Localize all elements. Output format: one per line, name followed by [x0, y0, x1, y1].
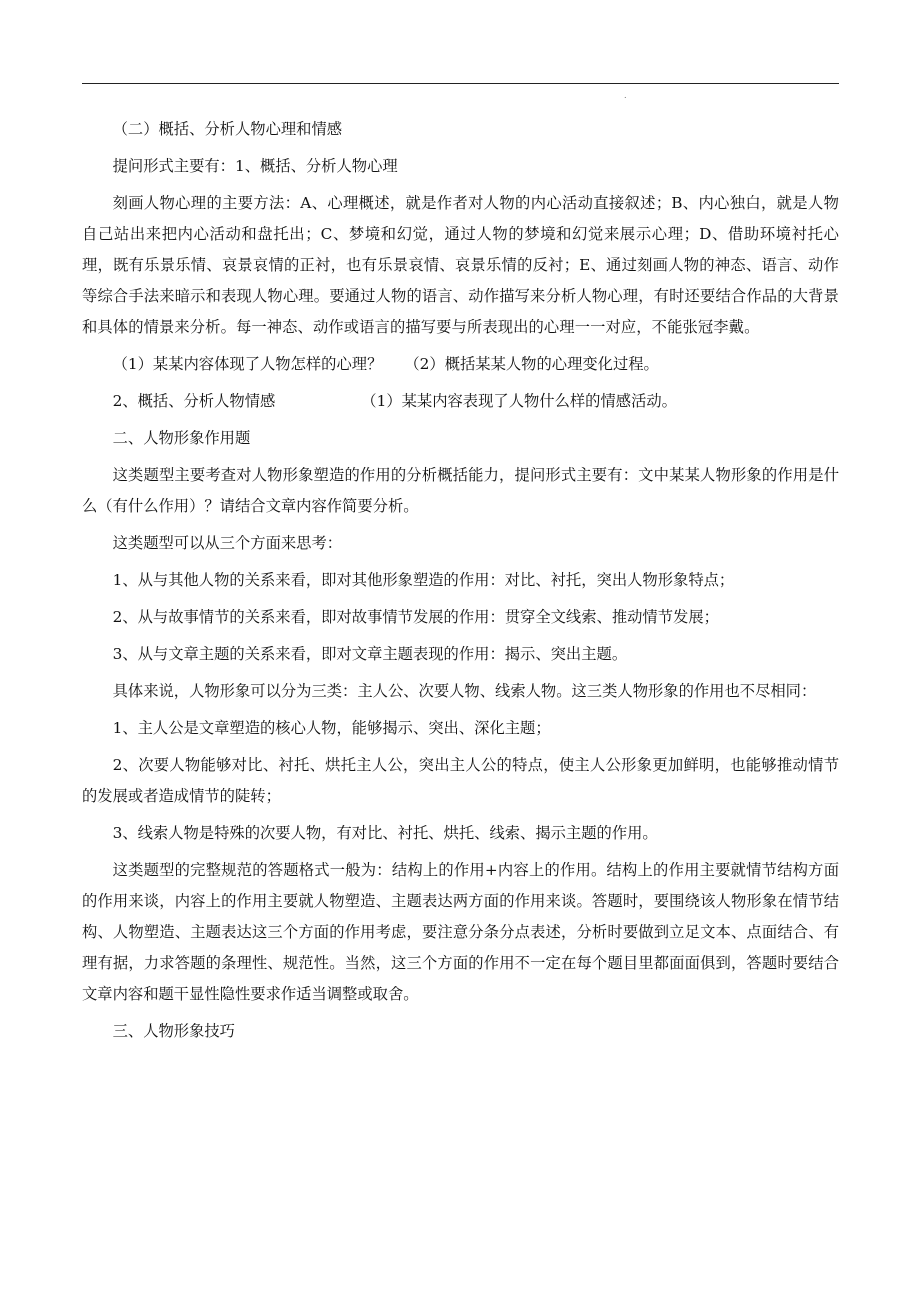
list-item-aspect-2: 2、从与故事情节的关系来看，即对故事情节发展的作用：贯穿全文线索、推动情节发展； — [112, 608, 719, 626]
section-heading-psychology: （二）概括、分析人物心理和情感 — [112, 120, 343, 138]
section-heading-role: 二、人物形象作用题 — [112, 429, 251, 447]
question-examples-emotion — [82, 386, 839, 417]
emotion-example-1: （1）某某内容表现了人物什么样的情感活动。 — [361, 392, 677, 410]
list-item-aspect-1: 1、从与其他人物的关系来看，即对其他形象塑造的作用：对比、衬托，突出人物形象特点； — [112, 571, 735, 589]
paragraph-answer-format: 这类题型的完整规范的答题格式一般为：结构上的作用+内容上的作用。结构上的作用主要就情节结构方面的作用来谈，内容上的作用主要就人物塑造、主题表达两方面的作用来谈。答题时，要围绕该人物形象在情节结构、人物塑造、主题表达这三个方面的作用考虑，要注意分条分点表述，分析时要做到立足文本、点面结合、有理有据，力求答题的条理性、规范性。当然，这三个方面的作用不一定在每个题目里都面面俱到，答题时要结合文章内容和题干显性隐性要求作适当调整或取舍。 — [82, 861, 839, 1003]
paragraph-three-types: 具体来说，人物形象可以分为三类：主人公、次要人物、线索人物。这三类人物形象的作用也不尽相同： — [112, 682, 817, 700]
question-form-intro: 提问形式主要有：1、概括、分析人物心理 — [112, 157, 398, 175]
paragraph-psychology-methods: 刻画人物心理的主要方法：A、心理概述，就是作者对人物的内心活动直接叙述；B、内心独白，就是人物自己站出来把内心活动和盘托出；C、梦境和幻觉，通过人物的梦境和幻觉来展示心理；D、借助环境衬托心理，既有乐景乐情、哀景哀情的正衬，也有乐景哀情、哀景乐情的反衬；E、通过刻画人物的神态、语言、动作等综合手法来暗示和表现人物心理。要通过人物的语言、动作描写来分析人物心理，有时还要结合作品的大背景和具体的情景来分析。每一神态、动作或语言的描写要与所表现出的心理一一对应，不能张冠李戴。 — [82, 194, 839, 336]
emotion-heading: 2、概括、分析人物情感 — [112, 392, 276, 410]
paragraph-three-aspects: 这类题型可以从三个方面来思考： — [112, 534, 343, 552]
question-examples-psychology — [82, 349, 839, 380]
list-item-type-1: 1、主人公是文章塑造的核心人物，能够揭示、突出、深化主题； — [112, 719, 551, 737]
document-body — [82, 114, 839, 1053]
header-dot: . — [624, 91, 627, 100]
question-example-1: （1）某某内容体现了人物怎样的心理？ — [112, 355, 383, 373]
header-rule — [82, 83, 839, 84]
list-item-type-3: 3、线索人物是特殊的次要人物，有对比、衬托、烘托、线索、揭示主题的作用。 — [112, 824, 658, 842]
question-example-2: （2）概括某某人物的心理变化过程。 — [404, 355, 659, 373]
paragraph-role-intro: 这类题型主要考查对人物形象塑造的作用的分析概括能力，提问形式主要有：文中某某人物形象的作用是什么（有什么作用）？请结合文章内容作简要分析。 — [82, 466, 839, 515]
list-item-type-2: 2、次要人物能够对比、衬托、烘托主人公，突出主人公的特点，使主人公形象更加鲜明，也能够推动情节的发展或者造成情节的陡转； — [82, 756, 839, 805]
section-heading-techniques: 三、人物形象技巧 — [112, 1022, 235, 1040]
list-item-aspect-3: 3、从与文章主题的关系来看，即对文章主题表现的作用：揭示、突出主题。 — [112, 645, 628, 663]
